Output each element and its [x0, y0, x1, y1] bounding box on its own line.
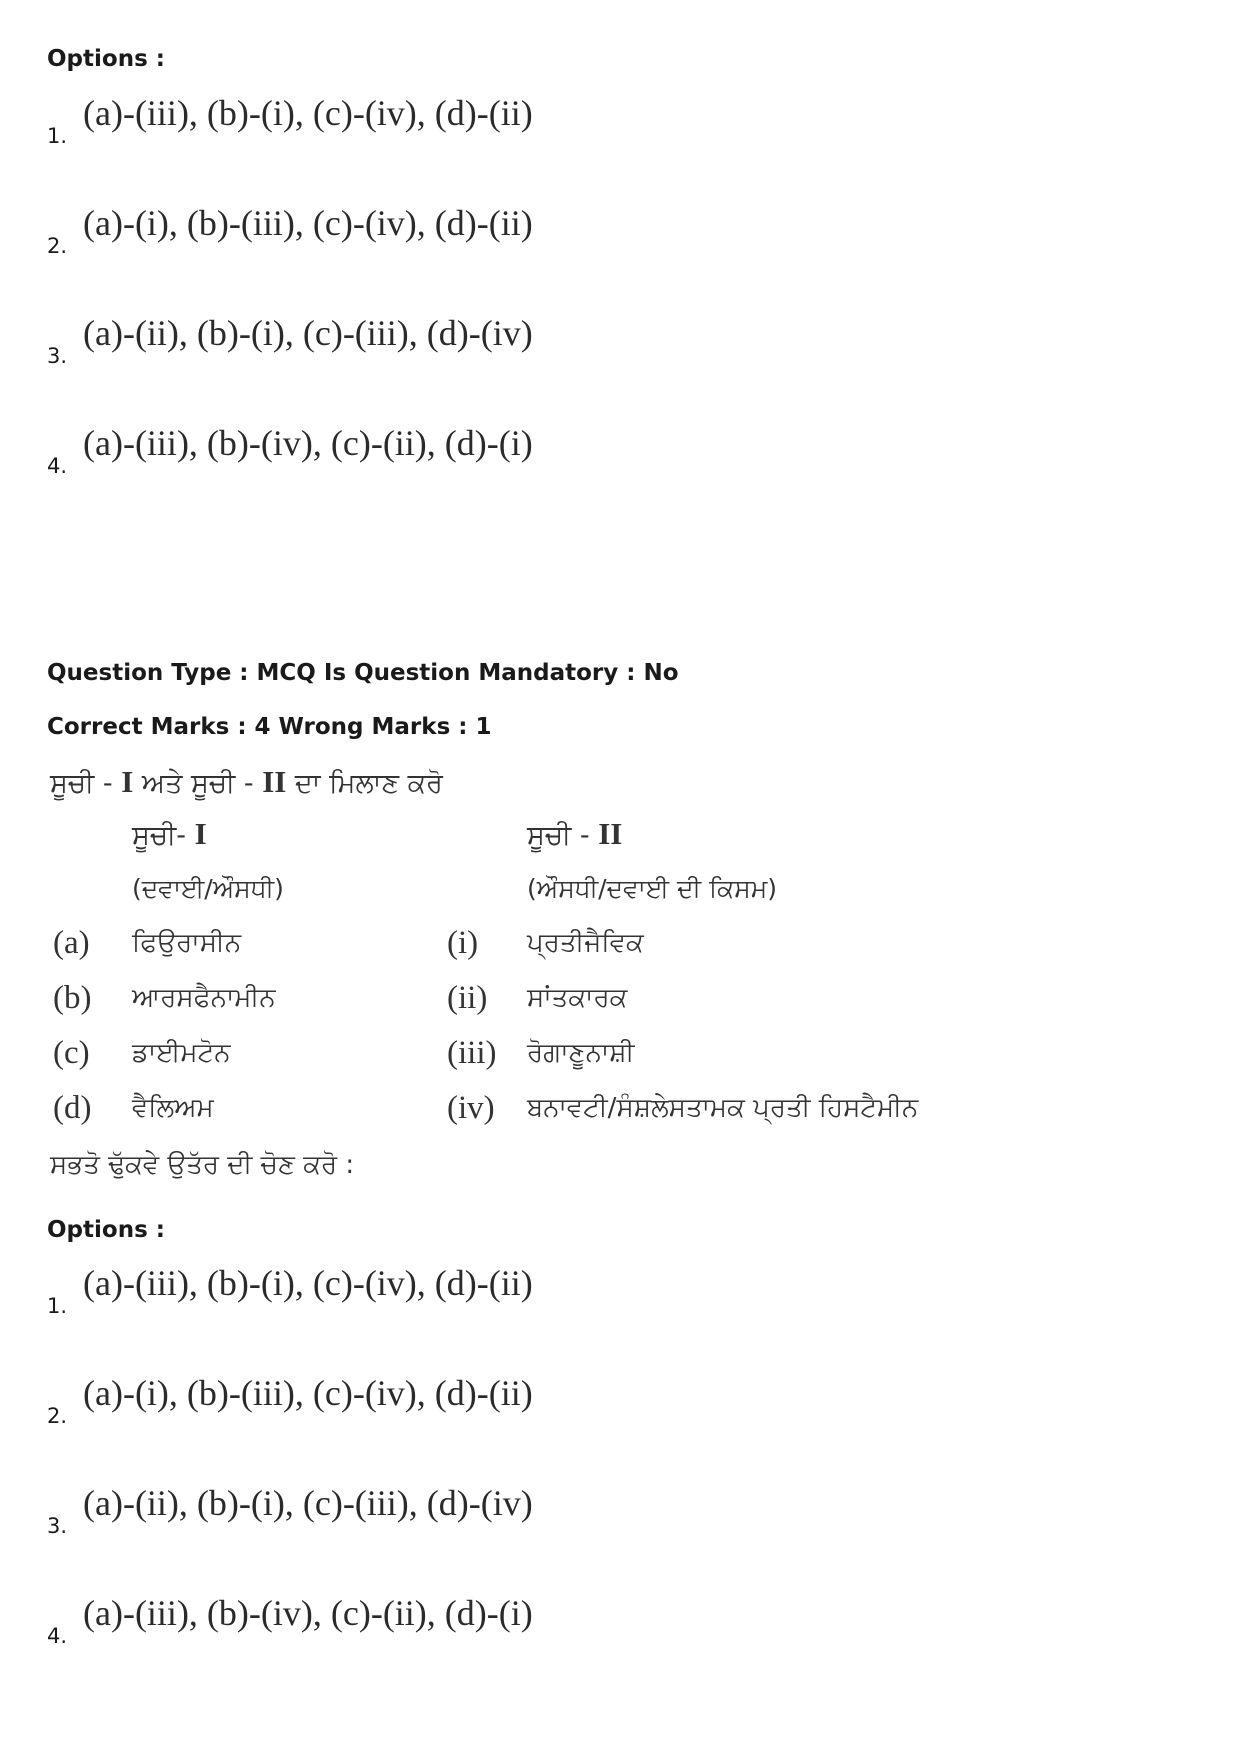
question-instruction: ਸਭਤੋ ਢੁੱਕਵੇ ਉਤੱਰ ਦੀ ਚੋਣ ਕਰੋ :: [50, 1150, 355, 1180]
list2-heading-roman: II: [598, 816, 623, 851]
question-prompt: [50, 764, 443, 800]
row-key-left: (c): [53, 1035, 90, 1071]
row-key-right: (ii): [447, 980, 488, 1016]
list2-heading: [527, 816, 622, 852]
option-text: (a)-(iii), (b)-(iv), (c)-(ii), (d)-(i): [83, 423, 533, 463]
row-value-right: ਸਾਂਤਕਾਰਕ: [527, 983, 628, 1013]
row-key-left: (b): [53, 980, 92, 1016]
option-text: (a)-(ii), (b)-(i), (c)-(iii), (d)-(iv): [83, 1483, 533, 1523]
marks-line: Correct Marks : 4 Wrong Marks : 1: [47, 714, 492, 740]
list1-heading-roman: I: [194, 816, 207, 851]
option-number: 2.: [47, 1404, 68, 1428]
list1-heading-text: ਸੂਚੀ-: [132, 820, 195, 851]
row-value-left: ਫਿਉਰਾਸੀਨ: [132, 928, 242, 958]
option-number: 1.: [47, 124, 68, 148]
prompt-part: ਸੂਚੀ -: [50, 768, 122, 799]
option-number: 1.: [47, 1294, 68, 1318]
prompt-roman: I: [121, 764, 134, 799]
option-text: (a)-(ii), (b)-(i), (c)-(iii), (d)-(iv): [83, 313, 533, 353]
option-text: (a)-(iii), (b)-(i), (c)-(iv), (d)-(ii): [83, 1263, 533, 1303]
options-label: Options :: [47, 1217, 165, 1243]
row-value-right: ਬਨਾਵਟੀ/ਸੰਸ਼ਲੇਸਤਾਮਕ ਪ੍ਰਤੀ ਹਿਸਟੈਮੀਨ: [527, 1093, 919, 1123]
option-number: 4.: [47, 1624, 68, 1648]
row-key-right: (iv): [447, 1090, 495, 1126]
option-text: (a)-(iii), (b)-(i), (c)-(iv), (d)-(ii): [83, 93, 533, 133]
prompt-part: ਅਤੇ ਸੂਚੀ -: [133, 768, 263, 799]
row-value-right: ਪ੍ਰਤੀਜੈਵਿਕ: [527, 928, 644, 958]
row-key-right: (iii): [447, 1035, 497, 1071]
row-value-left: ਵੈਲਿਅਮ: [132, 1093, 214, 1123]
option-number: 2.: [47, 234, 68, 258]
row-key-right: (i): [447, 925, 479, 961]
list2-subheading: (ਔਸਧੀ/ਦਵਾਈ ਦੀ ਕਿਸਮ): [527, 874, 778, 903]
option-number: 4.: [47, 454, 68, 478]
row-key-left: (d): [53, 1090, 92, 1126]
row-value-left: ਡਾਈਮਟੋਨ: [132, 1038, 231, 1068]
option-text: (a)-(iii), (b)-(iv), (c)-(ii), (d)-(i): [83, 1593, 533, 1633]
option-text: (a)-(i), (b)-(iii), (c)-(iv), (d)-(ii): [83, 1373, 533, 1413]
list1-subheading: (ਦਵਾਈ/ਔਸਧੀ): [132, 874, 284, 903]
option-number: 3.: [47, 1514, 68, 1538]
prompt-part: ਦਾ ਮਿਲਾਣ ਕਰੋ: [286, 768, 443, 799]
list2-heading-text: ਸੂਚੀ -: [527, 820, 599, 851]
row-value-left: ਆਰਸਫੈਨਾਮੀਨ: [132, 983, 276, 1013]
row-value-right: ਰੋਗਾਣੂਨਾਸ਼ੀ: [527, 1038, 635, 1068]
option-number: 3.: [47, 344, 68, 368]
row-key-left: (a): [53, 925, 90, 961]
question-type-line: Question Type : MCQ Is Question Mandatory : No: [47, 660, 679, 686]
list1-heading: [132, 816, 207, 852]
option-text: (a)-(i), (b)-(iii), (c)-(iv), (d)-(ii): [83, 203, 533, 243]
prompt-roman: II: [262, 764, 287, 799]
options-label: Options :: [47, 46, 165, 72]
